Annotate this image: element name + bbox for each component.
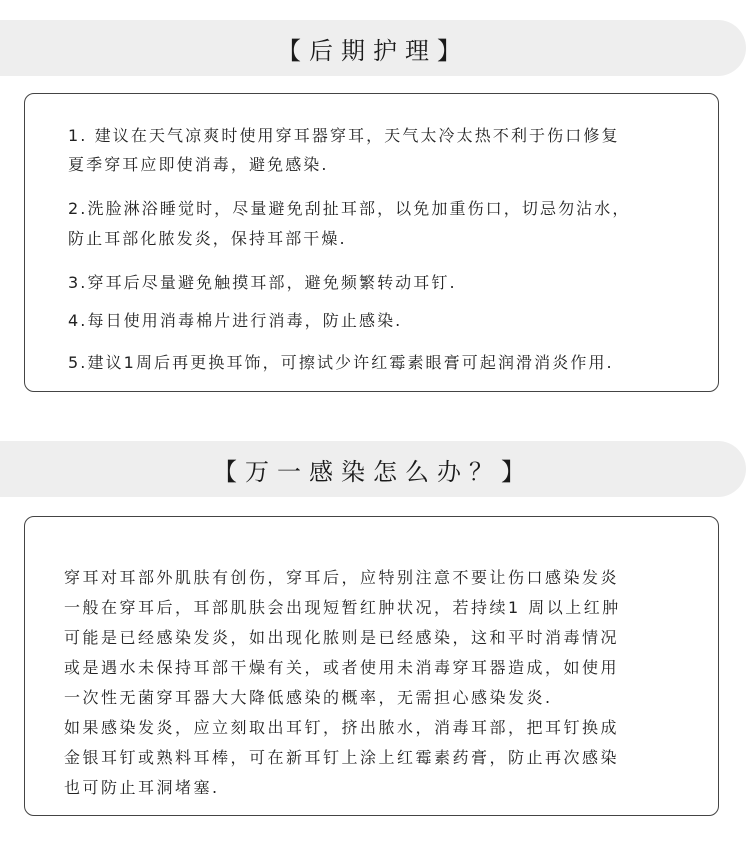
infection-line: 或是遇水未保持耳部干燥有关，或者使用未消毒穿耳器造成，如使用: [64, 658, 620, 677]
infection-box: [24, 516, 719, 816]
aftercare-line: 4.每日使用消毒棉片进行消毒，防止感染.: [68, 311, 403, 330]
infection-line: 穿耳对耳部外肌肤有创伤，穿耳后，应特别注意不要让伤口感染发炎: [64, 568, 620, 587]
aftercare-line: 夏季穿耳应即使消毒，避免感染.: [68, 155, 329, 174]
aftercare-line: 5.建议1周后再更换耳饰，可擦试少许红霉素眼膏可起润滑消炎作用.: [68, 353, 614, 372]
infection-line: 可能是已经感染发炎，如出现化脓则是已经感染，这和平时消毒情况: [64, 628, 620, 647]
aftercare-line: 3.穿耳后尽量避免触摸耳部，避免频繁转动耳钉.: [68, 273, 457, 292]
aftercare-title: 【后期护理】: [277, 36, 469, 65]
infection-line: 一般在穿耳后，耳部肌肤会出现短暂红肿状况，若持续1 周以上红肿: [64, 598, 621, 617]
aftercare-line: 2.洗脸淋浴睡觉时，尽量避免刮扯耳部，以免加重伤口，切忌勿沾水，: [68, 199, 631, 218]
infection-line: 一次性无菌穿耳器大大降低感染的概率，无需担心感染发炎.: [64, 688, 553, 707]
infection-line: 金银耳钉或熟料耳棒，可在新耳钉上涂上红霉素药膏，防止再次感染: [64, 748, 620, 767]
aftercare-header: [0, 20, 746, 76]
aftercare-line: 防止耳部化脓发炎，保持耳部干燥.: [68, 229, 347, 248]
infection-header: [0, 441, 746, 497]
infection-title: 【万一感染怎么办？】: [213, 457, 533, 486]
infection-line: 也可防止耳洞堵塞.: [64, 778, 220, 797]
infection-line: 如果感染发炎，应立刻取出耳钉，挤出脓水，消毒耳部，把耳钉换成: [64, 718, 620, 737]
aftercare-box: [24, 93, 719, 392]
aftercare-line: 1. 建议在天气凉爽时使用穿耳器穿耳，天气太冷太热不利于伤口修复: [68, 126, 620, 145]
